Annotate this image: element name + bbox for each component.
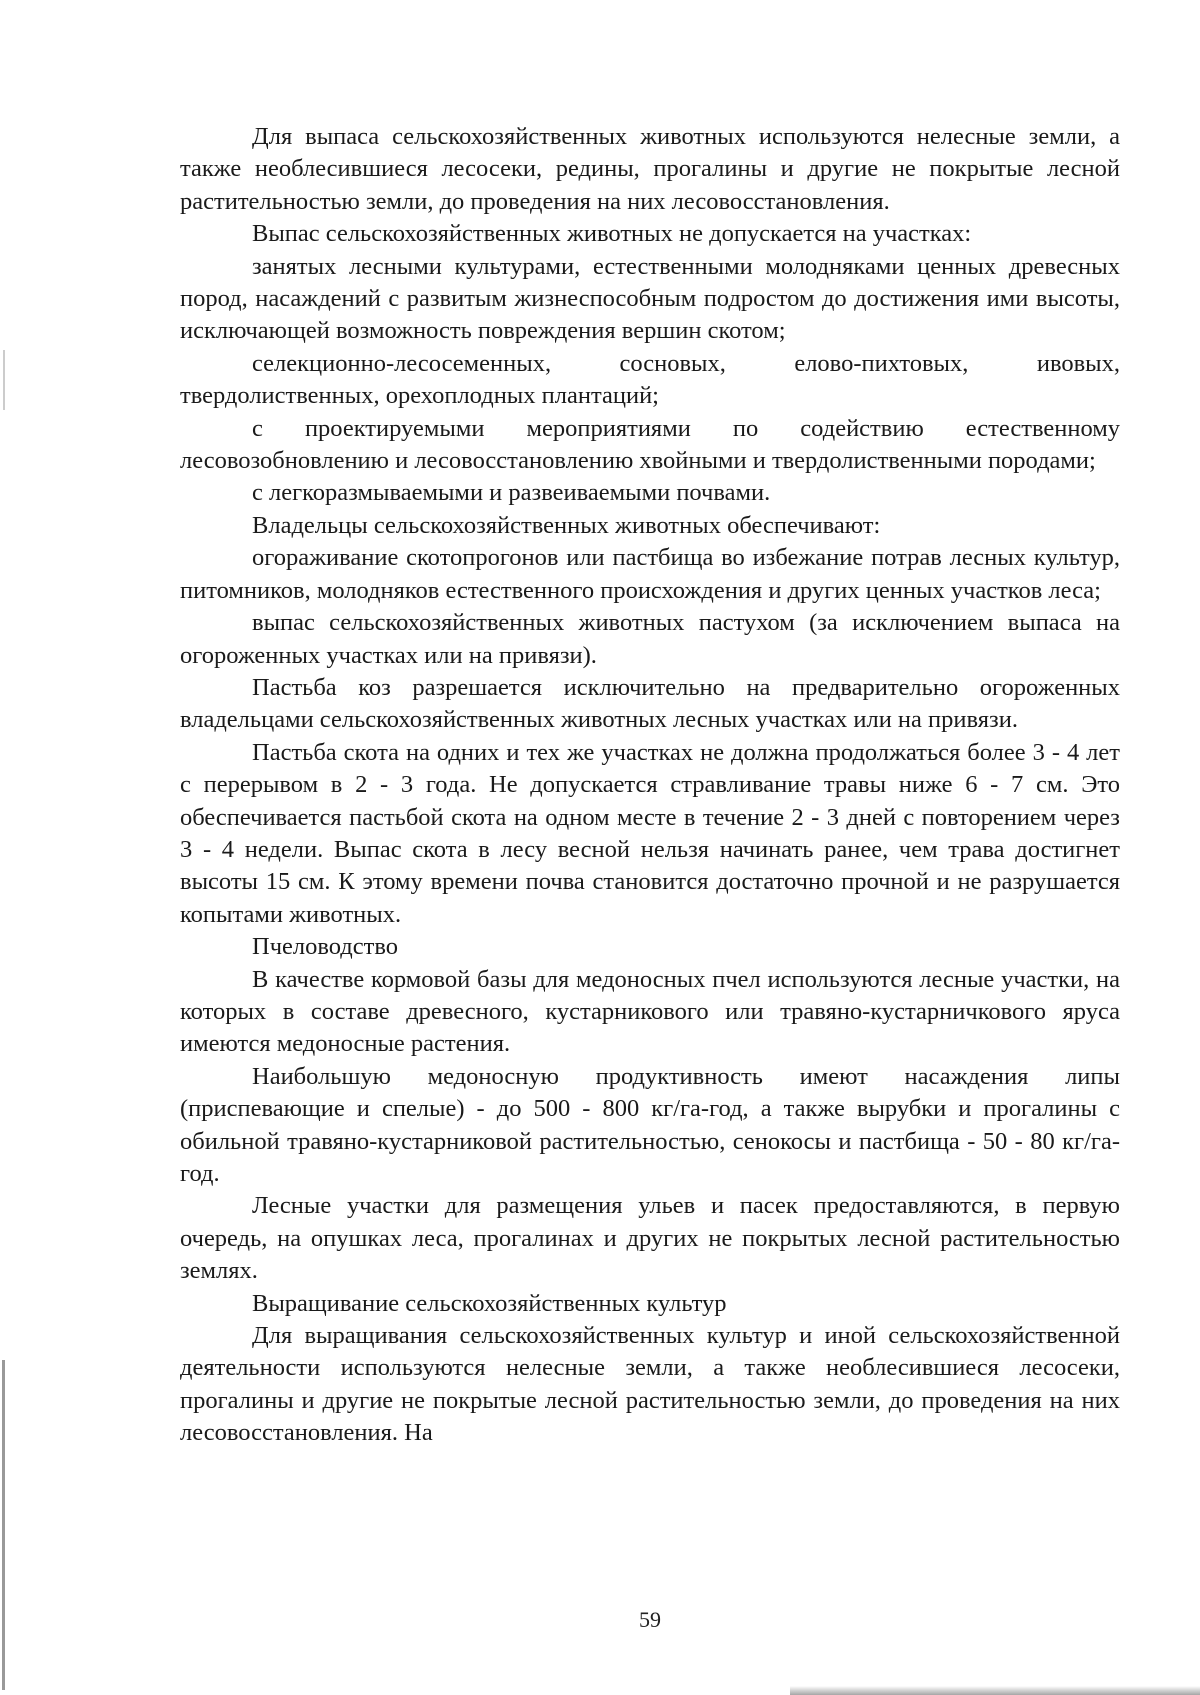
paragraph-grazing-lands: Для выпаса сельскохозяйственных животных используются нелесные земли, а также необлесившиеся лесосеки, редины, прогалины и другие не покрытые лесной растительностью земли, до проведения на них лесовосстановления. (180, 123, 1120, 215)
paragraph-erodible-soils: с легкоразмываемыми и развеиваемыми почвами. (252, 479, 771, 507)
paragraph-shepherd-grazing: выпас сельскохозяйственных животных пастухом (за исключением выпаса на огороженных участках или на привязи). (180, 609, 1120, 669)
document-body (180, 121, 1120, 1450)
paragraph-fencing: огораживание скотопрогонов или пастбища во избежание потрав лесных культур, питомников, молодняков естественного происхождения и других ценных участков леса; (180, 544, 1120, 604)
paragraph-forage-base: В качестве кормовой базы для медоносных пчел используются лесные участки, на которых в составе древесного, кустарникового или травяно-кустарничкового яруса имеются медоносные растения. (180, 965, 1120, 1058)
paragraph-apiary-placement: Лесные участки для размещения ульев и пасек предоставляются, в первую очередь, на опушках леса, прогалинах и других не покрытых лесной растительностью землях. (180, 1192, 1120, 1285)
page-number: 59 (639, 1607, 661, 1632)
scan-shadow (790, 1686, 1200, 1695)
scan-edge-mark (3, 350, 5, 410)
scan-edge-mark (2, 1360, 5, 1690)
paragraph-goat-grazing: Пастьба коз разрешается исключительно на предварительно огороженных владельцами сельскохозяйственных животных лесных участках или на привязи. (180, 673, 1120, 734)
paragraph-crop-lands: Для выращивания сельскохозяйственных культур и иной сельскохозяйственной деятельности используются нелесные земли, а также необлесившиеся лесосеки, прогалины и другие не покрытые лесной растительностью земли, до проведения на них лесовосстановления. На (180, 1322, 1120, 1447)
paragraph-grazing-prohibited: Выпас сельскохозяйственных животных не допускается на участках: (252, 220, 972, 248)
paragraph-plantations: селекционно-лесосеменных, сосновых, елово-пихтовых, ивовых, твердолиственных, орехоплодных плантаций; (180, 349, 1120, 410)
section-heading-crop-growing: Выращивание сельскохозяйственных культур (252, 1289, 727, 1317)
paragraph-grazing-duration: Пастьба скота на одних и тех же участках не должна продолжаться более 3 - 4 лет с перерывом в 2 - 3 года. Не допускается стравливание травы ниже 6 - 7 см. Это обеспечивается пастьбой скота на одном месте в течение 2 - 3 дней с повторением через 3 - 4 недели. Выпас скота в лесу весной нельзя начинать ранее, чем трава достигнет высоты 15 см. К этому времени почва становится достаточно прочной и не разрушается копытами животных. (180, 738, 1120, 928)
section-heading-beekeeping: Пчеловодство (252, 933, 399, 961)
paragraph-reforestation-measures: с проектируемыми мероприятиями по содействию естественному лесовозобновлению и лесовосстановлению хвойными и твердолиственными породами; (180, 414, 1120, 475)
paragraph-forest-cultures: занятых лесными культурами, естественными молодняками ценных древесных пород, насаждений с развитым жизнеспособным подростом до достижения ими высоты, исключающей возможность повреждения вершин скотом; (180, 252, 1120, 345)
paragraph-owners-provide: Владельцы сельскохозяйственных животных обеспечивают: (252, 511, 881, 539)
paragraph-honey-productivity: Наибольшую медоносную продуктивность имеют насаждения липы (приспевающие и спелые) - до 500 - 800 кг/га-год, а также вырубки и прогалины с обильной травяно-кустарниковой растительностью, сенокосы и пастбища - 50 - 80 кг/га-год. (180, 1062, 1120, 1187)
